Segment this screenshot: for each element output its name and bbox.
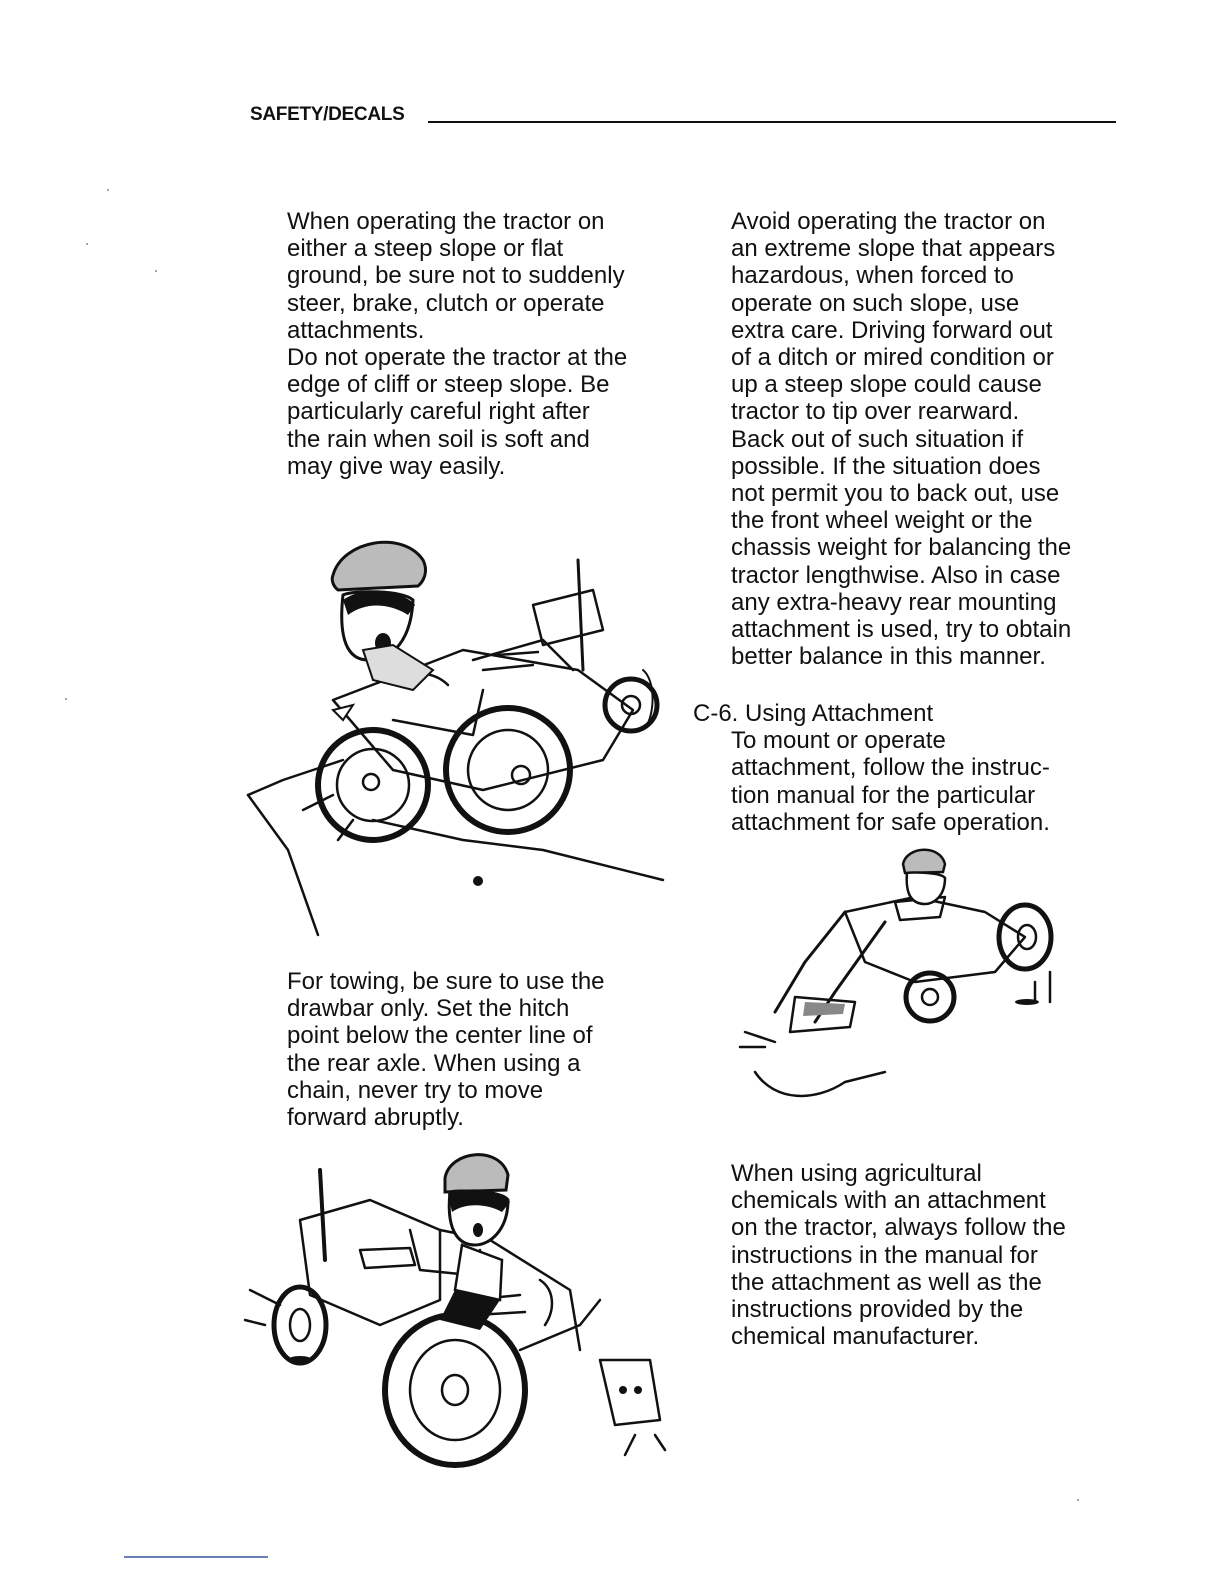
scan-speck [155, 270, 157, 272]
scan-speck [65, 698, 67, 700]
using-attachment-section [693, 700, 1113, 836]
section-heading: C-6. Using Attachment [693, 700, 934, 727]
page-header [250, 104, 1116, 126]
towing-paragraph: For towing, be sure to use the drawbar only. Set the hitch point below the center line of the rear axle. When using a chain, never try to move forward abruptly. [287, 968, 605, 1132]
scan-speck [107, 189, 109, 191]
slope-warning-paragraph: When operating the tractor on either a steep slope or flat ground, be sure not to suddenly steer, brake, clutch or operate attachments. Do not operate the tractor at the edge of cliff or steep slope. Be particularly careful right after the rain when soil is soft and may give way easily. [287, 208, 628, 480]
extreme-slope-paragraph: Avoid operating the tractor on an extreme slope that appears hazardous, when forced to operate on such slope, use extra care. Driving forward out of a ditch or mired condition or up a steep slope could cause tractor to tip over rearward. Back out of such situation if possible. If the situation does not permit you to back out, use the front wheel weight or the chassis weight for balancing the tractor lengthwise. Also in case any extra-heavy rear mounting attachment is used, try to obtain better balance in this manner. [731, 208, 1072, 671]
scan-speck [86, 243, 88, 245]
header-rule [428, 121, 1116, 123]
agricultural-chemicals-paragraph: When using agricultural chemicals with an attachment on the tractor, always follow the instructions in the manual for the attachment as well as the instructions provided by the chemical manufacturer. [731, 1160, 1066, 1351]
tractor-towing-illustration [240, 1150, 685, 1470]
attachment-instructions-paragraph: To mount or operate attachment, follow the instruc- tion manual for the particular attachment for safe operation. [731, 727, 1050, 836]
tractor-cliff-edge-illustration [243, 520, 673, 950]
section-title: SAFETY/DECALS [250, 104, 405, 125]
tractor-loader-illustration [735, 842, 1065, 1127]
footer-mark [124, 1556, 268, 1558]
scan-speck [1077, 1499, 1079, 1501]
